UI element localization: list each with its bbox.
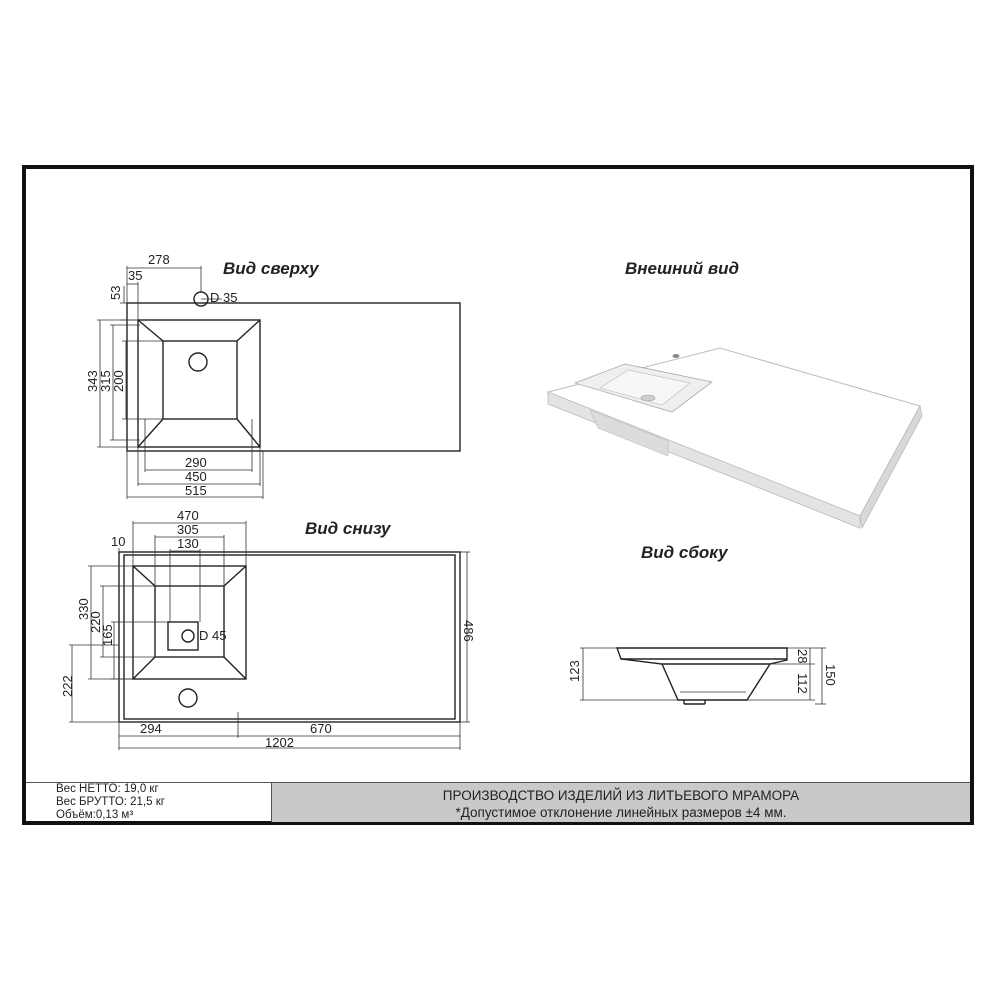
dim-305: 305 bbox=[177, 522, 199, 537]
dim-222: 222 bbox=[60, 675, 75, 697]
faucet-hole-bottom bbox=[179, 689, 197, 707]
net-weight: Вес НЕТТО: 19,0 кг bbox=[56, 783, 159, 795]
dim-670: 670 bbox=[310, 721, 332, 736]
dim-1202: 1202 bbox=[265, 735, 294, 750]
bottom-view bbox=[60, 508, 476, 750]
tolerance-note: *Допустимое отклонение линейных размеров ±4 мм. bbox=[455, 805, 787, 820]
dim-515: 515 bbox=[185, 483, 207, 498]
dim-35: 35 bbox=[128, 268, 143, 283]
dim-294: 294 bbox=[140, 721, 162, 736]
top-view-bowl-outer bbox=[138, 320, 260, 447]
dim-130: 130 bbox=[177, 536, 199, 551]
bottom-view-title: Вид снизу bbox=[305, 519, 391, 538]
dim-hole-d45: D 45 bbox=[199, 628, 227, 643]
drain-icon bbox=[641, 395, 655, 401]
drain-hole-bottom bbox=[182, 630, 194, 642]
dim-486: 486 bbox=[461, 620, 476, 642]
dim-220: 220 bbox=[88, 611, 103, 633]
dim-330: 330 bbox=[76, 598, 91, 620]
dim-343: 343 bbox=[85, 370, 100, 392]
dim-450: 450 bbox=[185, 469, 207, 484]
gross-weight: Вес БРУТТО: 21,5 кг bbox=[56, 796, 165, 808]
dim-165: 165 bbox=[100, 624, 115, 646]
top-view-outline bbox=[127, 303, 460, 451]
external-view bbox=[548, 259, 922, 528]
faucet-hole-icon bbox=[673, 354, 680, 358]
bottom-view-inner-rim bbox=[124, 555, 455, 719]
dim-315: 315 bbox=[98, 370, 113, 392]
dim-112: 112 bbox=[795, 673, 810, 694]
production-title: ПРОИЗВОДСТВО ИЗДЕЛИЙ ИЗ ЛИТЬЕВОГО МРАМОРА bbox=[442, 788, 800, 803]
external-view-title: Внешний вид bbox=[625, 259, 740, 278]
dim-278: 278 bbox=[148, 252, 170, 267]
volume: Объём:0,13 м³ bbox=[56, 809, 134, 821]
production-note bbox=[272, 782, 970, 822]
side-view-title: Вид сбоку bbox=[641, 543, 728, 562]
dim-290: 290 bbox=[185, 455, 207, 470]
dim-123: 123 bbox=[567, 660, 582, 682]
dim-10: 10 bbox=[111, 534, 126, 549]
top-view-title: Вид сверху bbox=[223, 259, 319, 278]
weight-info bbox=[26, 782, 272, 822]
dim-53: 53 bbox=[108, 285, 123, 300]
dim-150: 150 bbox=[823, 664, 838, 686]
drain-hole bbox=[189, 353, 207, 371]
dim-hole-d35: D 35 bbox=[210, 290, 238, 305]
dim-470: 470 bbox=[177, 508, 199, 523]
top-view bbox=[85, 252, 460, 499]
dim-28: 28 bbox=[795, 649, 810, 664]
side-view bbox=[567, 543, 838, 704]
dim-200: 200 bbox=[111, 370, 126, 392]
